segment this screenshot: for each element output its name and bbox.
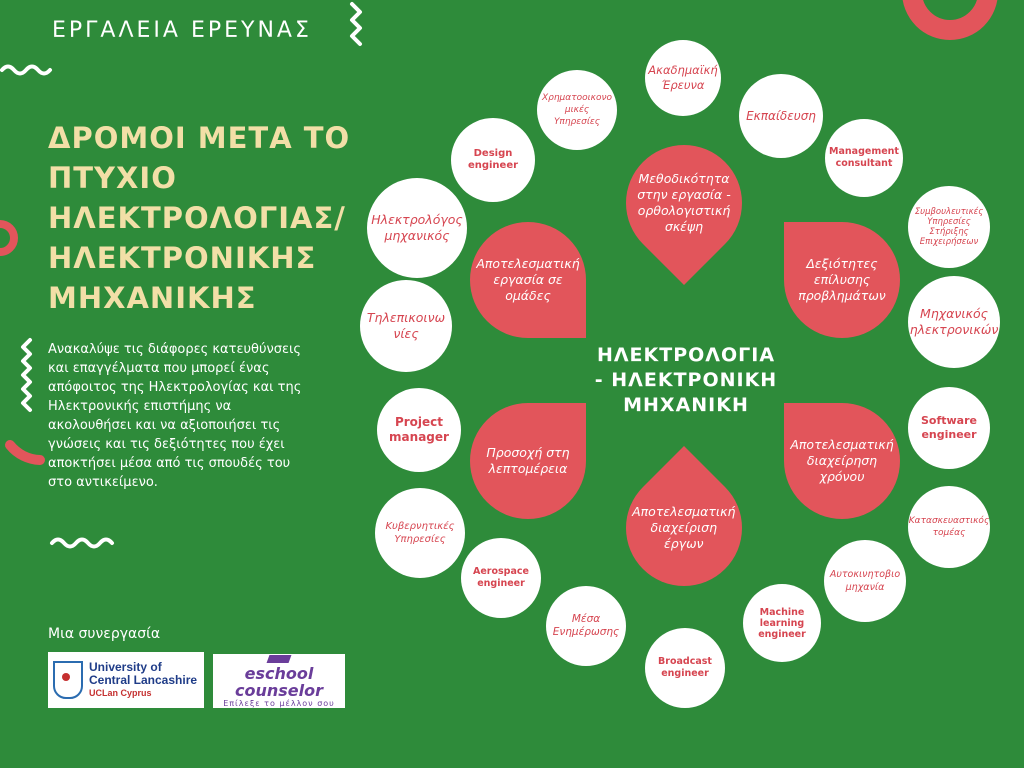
career-circle bbox=[824, 540, 906, 622]
eschool-counselor-logo bbox=[213, 654, 345, 708]
uclan-logo bbox=[48, 652, 204, 708]
skill-label: Αποτελεσματική εργασία σε ομάδες bbox=[476, 256, 580, 303]
career-label: Αυτοκινητοβιο μηχανία bbox=[829, 569, 901, 593]
skill-drop-upper-right bbox=[784, 222, 900, 338]
career-label: Design engineer bbox=[467, 148, 519, 171]
left-arc-decoration bbox=[10, 445, 40, 460]
career-circle bbox=[645, 628, 725, 708]
career-circle bbox=[537, 70, 617, 150]
uclan-line1: University of bbox=[89, 659, 162, 674]
career-circle bbox=[908, 486, 990, 568]
zigzag-decoration-top-right bbox=[352, 4, 360, 44]
career-circle bbox=[451, 118, 535, 202]
career-circle bbox=[461, 538, 541, 618]
skill-drop-upper-left bbox=[470, 222, 586, 338]
career-circle bbox=[739, 74, 823, 158]
eschool-line2: counselor bbox=[235, 680, 323, 700]
career-label: Χρηματοοικονο μικές Υπηρεσίες bbox=[541, 93, 613, 127]
career-label: Project manager bbox=[389, 415, 449, 444]
career-label: Συμβουλευτικές Υπηρεσίες Στήριξης Επιχειρήσεων bbox=[914, 207, 984, 247]
collaboration-label: Μια συνεργασία bbox=[48, 626, 161, 642]
career-label: Τηλεπικοινω νίες bbox=[366, 310, 446, 341]
description-text: Ανακαλύψε τις διάφορες κατευθύνσεις και επαγγέλματα που μπορεί ένας απόφοιτος της Ηλεκτρολογίας και της Ηλεκτρονικής επιστήμης να ακολουθήσει και να αξιοποιήσει τις γνώσεις και τις δεξιότητες που έχει αποκτήσει μέσα από τις σπουδές του στο αντικείμενο. bbox=[48, 342, 302, 490]
career-label: Κυβερνητικές Υπηρεσίες bbox=[385, 521, 455, 545]
uclan-line2: Central Lancashire bbox=[89, 672, 198, 687]
center-title: ΗΛΕΚΤΡΟΛΟΓΙΑ - ΗΛΕΚΤΡΟΝΙΚΗ ΜΗΧΑΝΙΚΗ bbox=[594, 344, 778, 416]
uclan-sub: UCLan Cyprus bbox=[89, 687, 152, 698]
eschool-tagline: Επίλεξε το μέλλον σου bbox=[223, 698, 335, 708]
career-circle bbox=[908, 186, 990, 268]
top-right-ring-decoration bbox=[912, 0, 988, 30]
graduation-cap-icon bbox=[267, 655, 292, 663]
skill-label: Δεξιότητες επίλυσης προβλημάτων bbox=[798, 256, 886, 303]
career-label: Software engineer bbox=[921, 414, 977, 441]
header-label: ΕΡΓΑΛΕΙΑ ΕΡΕΥΝΑΣ bbox=[52, 18, 312, 43]
career-circle bbox=[360, 280, 452, 372]
career-circle bbox=[743, 584, 821, 662]
career-circle bbox=[908, 387, 990, 469]
career-label: Management consultant bbox=[829, 146, 899, 169]
uclan-crest-icon bbox=[53, 661, 83, 699]
zigzag-decoration-left bbox=[23, 340, 30, 410]
career-label: Aerospace engineer bbox=[473, 566, 529, 589]
skill-label: Αποτελεσματική διαχείρηση χρόνου bbox=[790, 437, 894, 484]
career-label: Εκπαίδευση bbox=[746, 109, 816, 123]
skill-drop-lower-right bbox=[784, 403, 900, 519]
skill-label: Αποτελεσματική διαχείριση έργων bbox=[632, 504, 736, 552]
career-circle bbox=[375, 488, 465, 578]
career-label: Ακαδημαϊκή Έρευνα bbox=[648, 63, 718, 92]
career-circle bbox=[546, 586, 626, 666]
career-label: Broadcast engineer bbox=[658, 656, 712, 679]
eschool-line1: eschool bbox=[244, 663, 314, 683]
career-label: Ηλεκτρολόγος μηχανικός bbox=[371, 212, 463, 243]
uclan-logo-text bbox=[89, 661, 197, 700]
career-label: Machine learning engineer bbox=[758, 606, 806, 640]
career-label: Μέσα Ενημέρωσης bbox=[552, 613, 620, 638]
wave-decoration-bottom-left bbox=[52, 540, 112, 547]
career-circle bbox=[908, 276, 1000, 368]
page-title: ΔΡΟΜΟΙ ΜΕΤΑ ΤΟ ΠΤΥΧΙΟ ΗΛΕΚΤΡΟΛΟΓΙΑΣ/ ΗΛΕΚΤΡΟΝΙΚΗΣ ΜΗΧΑΝΙΚΗΣ bbox=[48, 121, 351, 315]
wave-decoration-top-left bbox=[2, 67, 50, 74]
skill-label: Μεθοδικότητα στην εργασία - ορθολογιστική σκέψη bbox=[637, 171, 731, 234]
skill-label: Προσοχή στη λεπτομέρεια bbox=[486, 445, 570, 476]
career-circle bbox=[645, 40, 721, 116]
career-label: Μηχανικός ηλεκτρονικών bbox=[909, 306, 999, 337]
career-circle bbox=[367, 178, 467, 278]
career-circle bbox=[825, 119, 903, 197]
career-label: Κατασκευαστικός τομέας bbox=[908, 516, 990, 538]
skill-drop-lower-left bbox=[470, 403, 586, 519]
career-circle bbox=[377, 388, 461, 472]
left-ring-decoration bbox=[0, 224, 14, 252]
